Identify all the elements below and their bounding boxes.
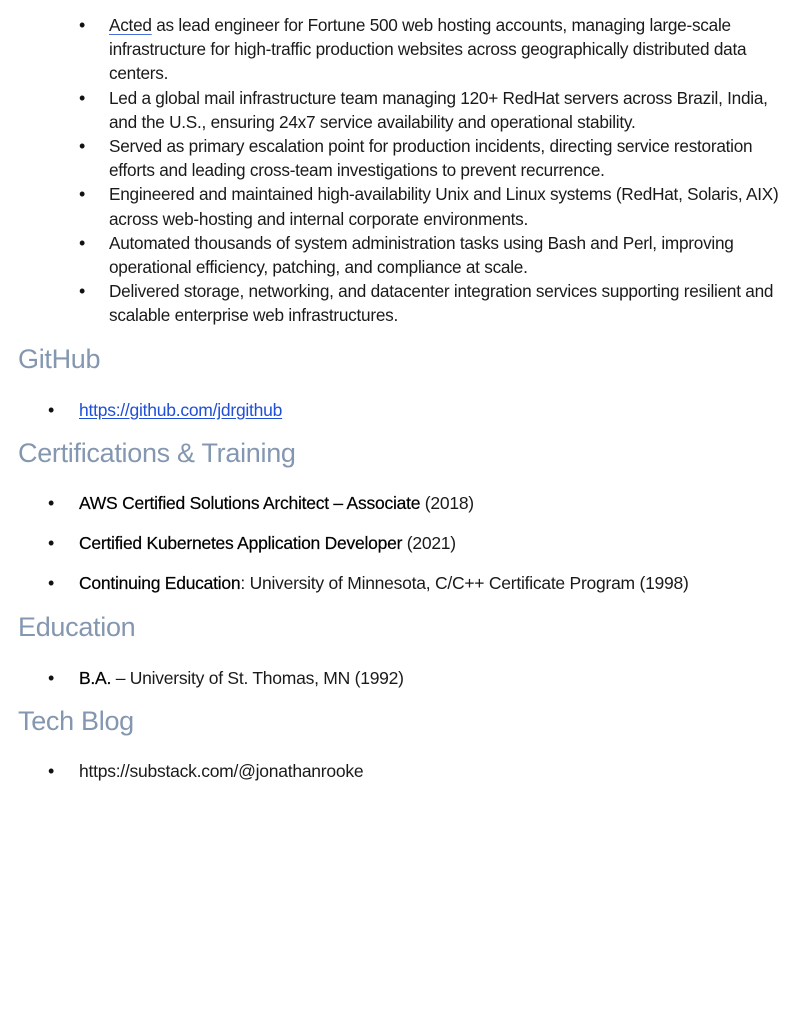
tech-blog-heading: Tech Blog bbox=[18, 706, 134, 736]
github-link[interactable]: https://github.com/jdrgithub bbox=[79, 400, 283, 420]
list-item bbox=[0, 759, 811, 799]
list-item bbox=[0, 666, 811, 706]
certification-detail: (2018) bbox=[420, 493, 474, 513]
experience-bullet-list bbox=[0, 13, 811, 328]
experience-bullet bbox=[0, 13, 811, 86]
bullet-dot-icon: • bbox=[79, 281, 86, 302]
certification-name: AWS Certified Solutions Architect – Associate bbox=[79, 493, 421, 513]
certification-detail: (2021) bbox=[402, 533, 456, 553]
certifications-heading: Certifications & Training bbox=[18, 438, 296, 468]
bullet-dot-icon: • bbox=[48, 573, 55, 593]
experience-bullet bbox=[0, 86, 811, 134]
bullet-dot-icon: • bbox=[79, 136, 86, 157]
bullet-dot-icon: • bbox=[79, 184, 86, 205]
list-item bbox=[0, 398, 811, 438]
bullet-dot-icon: • bbox=[48, 400, 55, 420]
github-list bbox=[0, 398, 811, 438]
list-item bbox=[0, 491, 811, 531]
github-heading: GitHub bbox=[18, 344, 101, 374]
tech-blog-list bbox=[0, 759, 811, 799]
certification-name: Certified Kubernetes Application Developer bbox=[79, 533, 403, 553]
experience-bullet bbox=[0, 134, 811, 182]
education-list bbox=[0, 666, 811, 706]
certifications-list bbox=[0, 491, 811, 611]
bullet-dot-icon: • bbox=[48, 533, 55, 553]
bullet-dot-icon: • bbox=[79, 15, 86, 35]
certification-detail: : University of Minnesota, C/C++ Certificate Program (1998) bbox=[240, 573, 689, 593]
experience-bullet bbox=[0, 182, 811, 230]
tech-blog-url: https://substack.com/@jonathanrooke bbox=[79, 761, 364, 781]
experience-bullet bbox=[0, 279, 811, 327]
bullet-dot-icon: • bbox=[79, 232, 86, 253]
degree-name: B.A. bbox=[79, 668, 112, 688]
bullet-dot-icon: • bbox=[79, 87, 86, 108]
experience-text: Delivered storage, networking, and datacenter integration services supporting resilient and scalable enterprise web infrastructures. bbox=[109, 281, 774, 326]
bullet-dot-icon: • bbox=[48, 761, 55, 781]
experience-bullet bbox=[0, 231, 811, 279]
degree-detail: – University of St. Thomas, MN (1992) bbox=[111, 668, 404, 688]
experience-lead-word: Acted bbox=[109, 15, 152, 35]
bullet-dot-icon: • bbox=[48, 493, 55, 513]
experience-text: Automated thousands of system administration tasks using Bash and Perl, improving operational efficiency, patching, and compliance at scale. bbox=[109, 232, 734, 278]
list-item bbox=[0, 531, 811, 571]
experience-text: Engineered and maintained high-availability Unix and Linux systems (RedHat, Solaris, AIX) across web-hosting and internal corporate environments. bbox=[109, 184, 779, 229]
education-heading: Education bbox=[18, 612, 136, 642]
certification-name: Continuing Education bbox=[79, 573, 241, 593]
list-item bbox=[0, 571, 811, 611]
experience-text: as lead engineer for Fortune 500 web hosting accounts, managing large-scale infrastructure for high-traffic production websites across geographically distributed data centers. bbox=[109, 15, 747, 84]
experience-text: Served as primary escalation point for production incidents, directing service restoration efforts and leading cross-team investigations to prevent recurrence. bbox=[109, 136, 753, 181]
bullet-dot-icon: • bbox=[48, 668, 55, 688]
experience-text: Led a global mail infrastructure team managing 120+ RedHat servers across Brazil, India, and the U.S., ensuring 24x7 service availability and operational stability. bbox=[109, 87, 768, 132]
